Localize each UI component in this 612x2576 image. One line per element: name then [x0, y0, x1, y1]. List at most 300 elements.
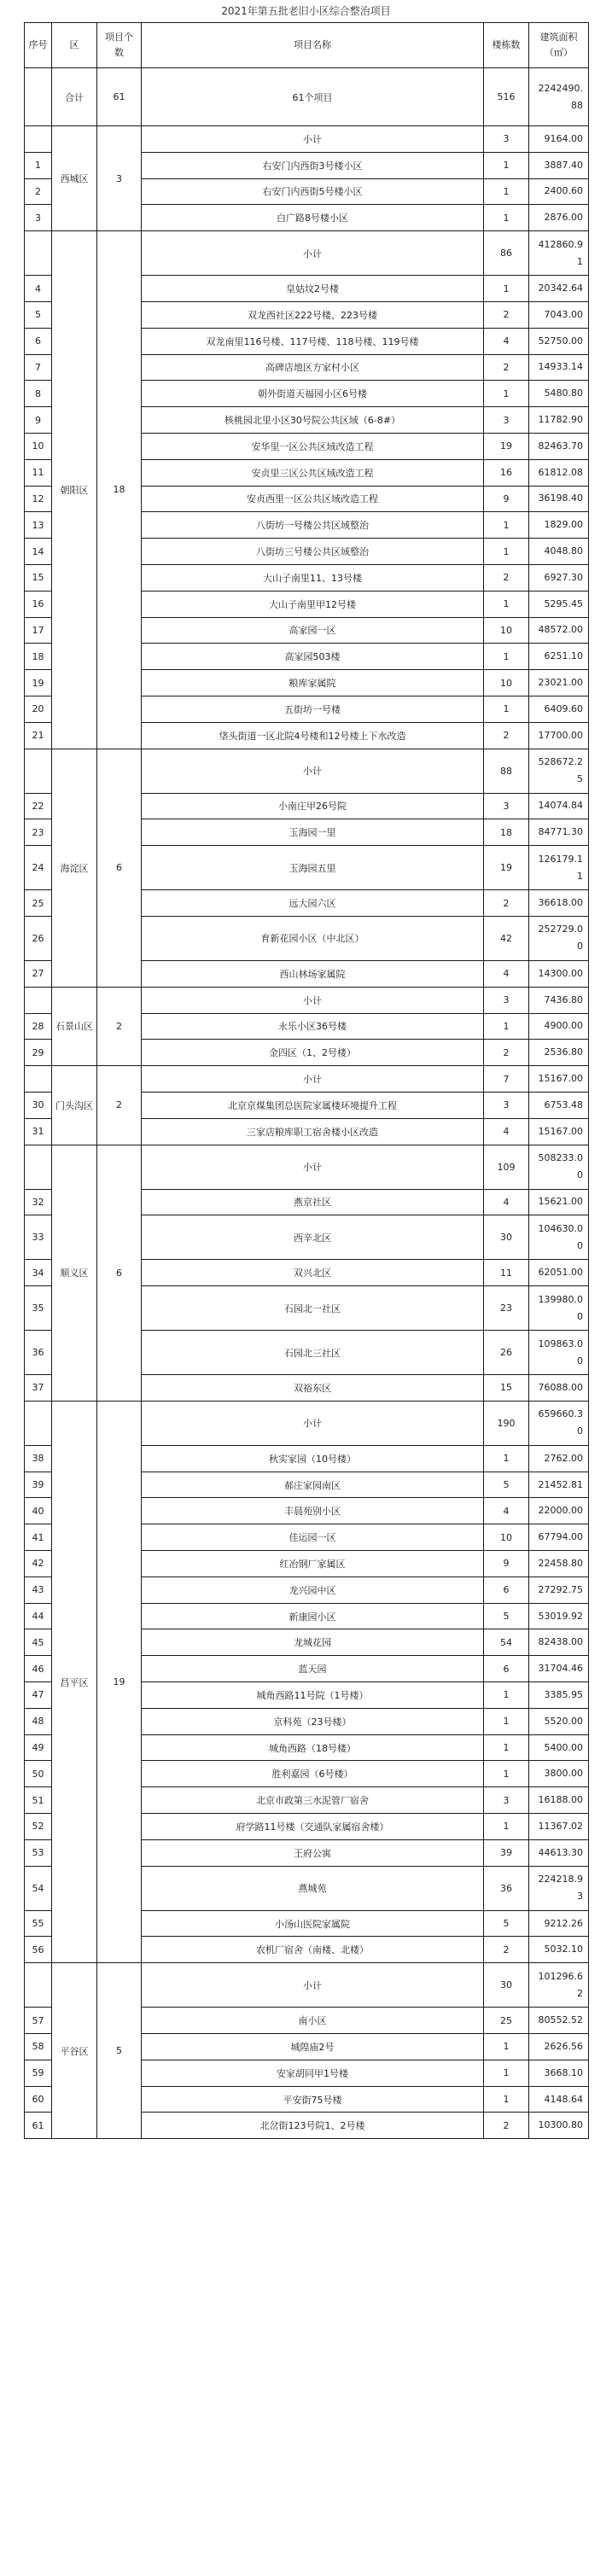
project-name: 城角西路11号院（1号楼）: [142, 1682, 484, 1709]
project-name: 安贞西里一区公共区域改造工程: [142, 486, 484, 512]
subtotal-no-cell: [25, 1145, 52, 1189]
project-name: 垡头街道一区北院4号楼和12号楼上下水改造: [142, 722, 484, 749]
project-no: 31: [25, 1118, 52, 1145]
project-name: 双龙西社区222号楼、223号楼: [142, 301, 484, 328]
district-name: 门头沟区: [52, 1066, 97, 1145]
project-buildings: 1: [484, 591, 529, 617]
project-buildings: 39: [484, 1839, 529, 1866]
project-buildings: 42: [484, 916, 529, 960]
subtotal-no-cell: [25, 126, 52, 153]
subtotal-label: 小计: [142, 126, 484, 153]
project-no: 42: [25, 1551, 52, 1577]
project-buildings: 9: [484, 486, 529, 512]
project-no: 28: [25, 1013, 52, 1040]
project-name: 核桃园北里小区30号院公共区域（6-8#）: [142, 407, 484, 434]
subtotal-buildings: 3: [484, 987, 529, 1013]
project-no: 61: [25, 2113, 52, 2139]
project-name: 城角西路（18号楼）: [142, 1734, 484, 1761]
project-area: 14300.00: [529, 960, 589, 987]
project-buildings: 1: [484, 152, 529, 178]
subtotal-label: 小计: [142, 1963, 484, 2008]
project-no: 49: [25, 1734, 52, 1761]
project-buildings: 3: [484, 1092, 529, 1118]
project-no: 13: [25, 512, 52, 539]
project-name: 府学路11号楼（交通队家属宿舍楼）: [142, 1814, 484, 1840]
project-name: 安华里一区公共区域改造工程: [142, 433, 484, 459]
project-no: 1: [25, 152, 52, 178]
total-buildings: 516: [484, 68, 529, 126]
project-no: 7: [25, 354, 52, 381]
project-buildings: 5: [484, 1910, 529, 1937]
project-area: 36198.40: [529, 486, 589, 512]
project-name: 玉海园五里: [142, 846, 484, 890]
project-buildings: 18: [484, 819, 529, 846]
project-no: 41: [25, 1524, 52, 1551]
project-area: 20342.64: [529, 276, 589, 302]
project-name: 北京市政第三水泥管厂宿舍: [142, 1787, 484, 1814]
project-buildings: 3: [484, 1787, 529, 1814]
subtotal-buildings: 30: [484, 1963, 529, 2008]
subtotal-area: 412860.91: [529, 231, 589, 276]
project-area: 62051.00: [529, 1260, 589, 1286]
project-name: 皇姑坟2号楼: [142, 276, 484, 302]
project-area: 2876.00: [529, 205, 589, 231]
subtotal-label: 小计: [142, 749, 484, 793]
project-buildings: 26: [484, 1331, 529, 1375]
project-buildings: 1: [484, 1682, 529, 1709]
project-name: 南小区: [142, 2008, 484, 2034]
project-area: 27292.75: [529, 1576, 589, 1603]
district-count: 6: [97, 1145, 142, 1401]
subtotal-row: [25, 749, 589, 793]
project-no: 2: [25, 178, 52, 205]
subtotal-label: 小计: [142, 1145, 484, 1189]
project-area: 4148.64: [529, 2086, 589, 2113]
project-buildings: 10: [484, 670, 529, 696]
project-area: 7043.00: [529, 301, 589, 328]
project-no: 50: [25, 1761, 52, 1787]
project-area: 36618.00: [529, 890, 589, 917]
project-buildings: 1: [484, 276, 529, 302]
project-buildings: 4: [484, 1189, 529, 1215]
project-no: 18: [25, 644, 52, 670]
project-area: 4048.80: [529, 539, 589, 565]
project-name: 高家园503楼: [142, 644, 484, 670]
subtotal-buildings: 7: [484, 1066, 529, 1093]
project-area: 1829.00: [529, 512, 589, 539]
project-no: 58: [25, 2034, 52, 2060]
project-area: 23021.00: [529, 670, 589, 696]
project-name: 燕城苑: [142, 1866, 484, 1910]
subtotal-area: 9164.00: [529, 126, 589, 153]
project-name: 胜利嘉园（6号楼）: [142, 1761, 484, 1787]
subtotal-area: 101296.62: [529, 1963, 589, 2008]
project-name: 西山林场家属院: [142, 960, 484, 987]
district-name: 平谷区: [52, 1963, 97, 2139]
subtotal-no-cell: [25, 231, 52, 276]
project-buildings: 1: [484, 512, 529, 539]
project-buildings: 3: [484, 407, 529, 434]
subtotal-buildings: 88: [484, 749, 529, 793]
project-buildings: 3: [484, 793, 529, 819]
project-name: 小汤山医院家属院: [142, 1910, 484, 1937]
project-name: 育新花园小区（中北区）: [142, 916, 484, 960]
project-buildings: 15: [484, 1375, 529, 1402]
project-name: 蓝天园: [142, 1656, 484, 1682]
project-name: 高碑店地区方家村小区: [142, 354, 484, 381]
project-no: 12: [25, 486, 52, 512]
total-no-cell: [25, 68, 52, 126]
total-row: [25, 68, 589, 126]
subtotal-row: [25, 1963, 589, 2008]
project-name: 西辛北区: [142, 1215, 484, 1260]
subtotal-no-cell: [25, 1066, 52, 1093]
project-no: 44: [25, 1603, 52, 1629]
subtotal-buildings: 109: [484, 1145, 529, 1189]
project-name: 粮库家属院: [142, 670, 484, 696]
header-buildings: 楼栋数: [484, 23, 529, 68]
project-name: 佳运园一区: [142, 1524, 484, 1551]
project-buildings: 1: [484, 1708, 529, 1734]
project-name: 龙城花园: [142, 1629, 484, 1656]
district-count: 6: [97, 749, 142, 987]
project-name: 红冶钢厂家属区: [142, 1551, 484, 1577]
project-no: 14: [25, 539, 52, 565]
district-name: 海淀区: [52, 749, 97, 987]
subtotal-buildings: 3: [484, 126, 529, 153]
project-area: 5032.10: [529, 1937, 589, 1963]
subtotal-no-cell: [25, 1401, 52, 1445]
project-no: 48: [25, 1708, 52, 1734]
project-no: 24: [25, 846, 52, 890]
project-area: 5520.00: [529, 1708, 589, 1734]
project-area: 3800.00: [529, 1761, 589, 1787]
project-area: 52750.00: [529, 328, 589, 354]
project-no: 27: [25, 960, 52, 987]
project-area: 6251.10: [529, 644, 589, 670]
project-table: [24, 22, 589, 2139]
project-no: 35: [25, 1286, 52, 1331]
project-buildings: 2: [484, 301, 529, 328]
project-no: 40: [25, 1498, 52, 1524]
project-buildings: 1: [484, 2086, 529, 2113]
project-name: 王府公寓: [142, 1839, 484, 1866]
project-name: 丰晨苑别小区: [142, 1498, 484, 1524]
project-name: 秋实家园（10号楼）: [142, 1445, 484, 1472]
project-area: 14074.84: [529, 793, 589, 819]
project-no: 34: [25, 1260, 52, 1286]
project-no: 23: [25, 819, 52, 846]
header-area: 建筑面积（㎡）: [529, 23, 589, 68]
project-buildings: 4: [484, 1498, 529, 1524]
project-name: 双裕东区: [142, 1375, 484, 1402]
subtotal-buildings: 190: [484, 1401, 529, 1445]
district-count: 19: [97, 1401, 142, 1962]
project-name: 玉海园一里: [142, 819, 484, 846]
page-title: 2021年第五批老旧小区综合整治项目: [221, 5, 391, 17]
project-no: 56: [25, 1937, 52, 1963]
project-buildings: 30: [484, 1215, 529, 1260]
project-buildings: 9: [484, 1551, 529, 1577]
district-count: 18: [97, 231, 142, 749]
project-name: 朝外街道天福园小区6号楼: [142, 381, 484, 407]
project-area: 126179.11: [529, 846, 589, 890]
project-no: 6: [25, 328, 52, 354]
project-area: 5400.00: [529, 1734, 589, 1761]
project-area: 53019.92: [529, 1603, 589, 1629]
project-name: 城隍庙2号: [142, 2034, 484, 2060]
subtotal-label: 小计: [142, 1066, 484, 1093]
project-no: 19: [25, 670, 52, 696]
project-buildings: 2: [484, 1040, 529, 1066]
project-no: 59: [25, 2060, 52, 2086]
subtotal-area: 528672.25: [529, 749, 589, 793]
project-buildings: 19: [484, 433, 529, 459]
project-no: 39: [25, 1472, 52, 1498]
project-area: 252729.00: [529, 916, 589, 960]
subtotal-row: [25, 126, 589, 153]
project-buildings: 6: [484, 1656, 529, 1682]
project-name: 石园北三社区: [142, 1331, 484, 1375]
project-area: 44613.30: [529, 1839, 589, 1866]
district-count: 2: [97, 987, 142, 1065]
district-name: 朝阳区: [52, 231, 97, 749]
project-buildings: 1: [484, 1761, 529, 1787]
project-name: 石园北一社区: [142, 1286, 484, 1331]
project-no: 45: [25, 1629, 52, 1656]
project-name: 高家园一区: [142, 617, 484, 644]
subtotal-row: [25, 1145, 589, 1189]
project-area: 5480.80: [529, 381, 589, 407]
project-area: 82438.00: [529, 1629, 589, 1656]
district-name: 石景山区: [52, 987, 97, 1065]
subtotal-row: [25, 1066, 589, 1093]
project-area: 22000.00: [529, 1498, 589, 1524]
subtotal-no-cell: [25, 987, 52, 1013]
project-name: 农机厂宿舍（南楼、北楼）: [142, 1937, 484, 1963]
project-no: 26: [25, 916, 52, 960]
project-no: 52: [25, 1814, 52, 1840]
project-buildings: 1: [484, 1814, 529, 1840]
project-buildings: 19: [484, 846, 529, 890]
project-name: 远大园六区: [142, 890, 484, 917]
project-name: 双兴北区: [142, 1260, 484, 1286]
district-count: 3: [97, 126, 142, 231]
project-area: 31704.46: [529, 1656, 589, 1682]
project-no: 21: [25, 722, 52, 749]
project-no: 15: [25, 564, 52, 591]
project-name: 八街坊一号楼公共区域整治: [142, 512, 484, 539]
district-count: 5: [97, 1963, 142, 2139]
project-name: 新康园小区: [142, 1603, 484, 1629]
district-name: 昌平区: [52, 1401, 97, 1962]
project-area: 109863.00: [529, 1331, 589, 1375]
project-no: 29: [25, 1040, 52, 1066]
district-count: 2: [97, 1066, 142, 1145]
project-no: 47: [25, 1682, 52, 1709]
project-buildings: 1: [484, 2034, 529, 2060]
subtotal-row: [25, 1401, 589, 1445]
subtotal-area: 15167.00: [529, 1066, 589, 1093]
project-no: 3: [25, 205, 52, 231]
project-no: 37: [25, 1375, 52, 1402]
project-buildings: 1: [484, 1734, 529, 1761]
header-name: 项目名称: [142, 23, 484, 68]
project-buildings: 2: [484, 1937, 529, 1963]
project-area: 4900.00: [529, 1013, 589, 1040]
total-count: 61: [97, 68, 142, 126]
project-buildings: 5: [484, 1472, 529, 1498]
project-no: 4: [25, 276, 52, 302]
project-buildings: 2: [484, 2113, 529, 2139]
project-buildings: 1: [484, 205, 529, 231]
project-name: 小南庄甲26号院: [142, 793, 484, 819]
project-area: 2762.00: [529, 1445, 589, 1472]
header-count: 项目个数: [97, 23, 142, 68]
project-no: 16: [25, 591, 52, 617]
district-name: 西城区: [52, 126, 97, 231]
project-area: 2400.60: [529, 178, 589, 205]
project-buildings: 1: [484, 644, 529, 670]
project-no: 11: [25, 459, 52, 486]
project-area: 6409.60: [529, 696, 589, 722]
subtotal-no-cell: [25, 1963, 52, 2008]
project-no: 36: [25, 1331, 52, 1375]
project-area: 6753.48: [529, 1092, 589, 1118]
project-name: 平安街75号楼: [142, 2086, 484, 2113]
project-area: 2626.56: [529, 2034, 589, 2060]
project-buildings: 36: [484, 1866, 529, 1910]
subtotal-row: [25, 231, 589, 276]
project-name: 龙兴园中区: [142, 1576, 484, 1603]
project-area: 22458.80: [529, 1551, 589, 1577]
project-area: 15621.00: [529, 1189, 589, 1215]
project-buildings: 11: [484, 1260, 529, 1286]
project-name: 安家胡同甲1号楼: [142, 2060, 484, 2086]
project-area: 10300.80: [529, 2113, 589, 2139]
project-area: 14933.14: [529, 354, 589, 381]
project-area: 82463.70: [529, 433, 589, 459]
project-name: 永乐小区36号楼: [142, 1013, 484, 1040]
project-no: 54: [25, 1866, 52, 1910]
project-area: 11367.02: [529, 1814, 589, 1840]
project-area: 21452.81: [529, 1472, 589, 1498]
project-area: 15167.00: [529, 1118, 589, 1145]
project-no: 22: [25, 793, 52, 819]
project-name: 白广路8号楼小区: [142, 205, 484, 231]
project-name: 五街坊一号楼: [142, 696, 484, 722]
project-buildings: 23: [484, 1286, 529, 1331]
subtotal-area: 7436.80: [529, 987, 589, 1013]
subtotal-area: 659660.30: [529, 1401, 589, 1445]
project-name: 安贞里三区公共区域改造工程: [142, 459, 484, 486]
project-area: 67794.00: [529, 1524, 589, 1551]
project-area: 48572.00: [529, 617, 589, 644]
header-district: 区: [52, 23, 97, 68]
project-buildings: 4: [484, 328, 529, 354]
header-no: 序号: [25, 23, 52, 68]
project-area: 11782.90: [529, 407, 589, 434]
project-no: 38: [25, 1445, 52, 1472]
project-buildings: 25: [484, 2008, 529, 2034]
project-name: 右安门内西街5号楼小区: [142, 178, 484, 205]
project-no: 55: [25, 1910, 52, 1937]
project-area: 84771.30: [529, 819, 589, 846]
project-area: 3385.95: [529, 1682, 589, 1709]
project-no: 60: [25, 2086, 52, 2113]
project-no: 33: [25, 1215, 52, 1260]
subtotal-label: 小计: [142, 987, 484, 1013]
project-area: 139980.00: [529, 1286, 589, 1331]
project-buildings: 1: [484, 1013, 529, 1040]
district-name: 顺义区: [52, 1145, 97, 1401]
project-buildings: 54: [484, 1629, 529, 1656]
project-buildings: 1: [484, 1445, 529, 1472]
project-buildings: 10: [484, 1524, 529, 1551]
project-no: 32: [25, 1189, 52, 1215]
total-label: 合计: [52, 68, 97, 126]
project-no: 43: [25, 1576, 52, 1603]
project-area: 2536.80: [529, 1040, 589, 1066]
project-buildings: 10: [484, 617, 529, 644]
project-no: 8: [25, 381, 52, 407]
project-name: 大山子南里甲12号楼: [142, 591, 484, 617]
project-no: 17: [25, 617, 52, 644]
project-area: 80552.52: [529, 2008, 589, 2034]
project-buildings: 4: [484, 1118, 529, 1145]
project-buildings: 4: [484, 960, 529, 987]
project-name: 大山子南里11、13号楼: [142, 564, 484, 591]
project-no: 57: [25, 2008, 52, 2034]
project-name: 郝庄家园南区: [142, 1472, 484, 1498]
project-area: 224218.93: [529, 1866, 589, 1910]
project-no: 9: [25, 407, 52, 434]
project-area: 61812.08: [529, 459, 589, 486]
project-no: 51: [25, 1787, 52, 1814]
subtotal-label: 小计: [142, 1401, 484, 1445]
project-no: 46: [25, 1656, 52, 1682]
project-buildings: 5: [484, 1603, 529, 1629]
project-buildings: 2: [484, 890, 529, 917]
project-buildings: 6: [484, 1576, 529, 1603]
project-buildings: 16: [484, 459, 529, 486]
subtotal-row: [25, 987, 589, 1013]
project-name: 八街坊三号楼公共区域整治: [142, 539, 484, 565]
total-name: 61个项目: [142, 68, 484, 126]
project-buildings: 1: [484, 539, 529, 565]
project-buildings: 1: [484, 2060, 529, 2086]
subtotal-label: 小计: [142, 231, 484, 276]
project-buildings: 2: [484, 722, 529, 749]
project-buildings: 2: [484, 564, 529, 591]
project-no: 53: [25, 1839, 52, 1866]
project-area: 3668.10: [529, 2060, 589, 2086]
project-name: 燕京社区: [142, 1189, 484, 1215]
header-row: [25, 23, 589, 68]
project-area: 76088.00: [529, 1375, 589, 1402]
project-area: 3887.40: [529, 152, 589, 178]
project-no: 20: [25, 696, 52, 722]
project-name: 京科苑（23号楼）: [142, 1708, 484, 1734]
subtotal-buildings: 86: [484, 231, 529, 276]
project-buildings: 1: [484, 178, 529, 205]
project-area: 104630.00: [529, 1215, 589, 1260]
project-name: 双龙南里116号楼、117号楼、118号楼、119号楼: [142, 328, 484, 354]
project-area: 5295.45: [529, 591, 589, 617]
project-no: 25: [25, 890, 52, 917]
project-no: 30: [25, 1092, 52, 1118]
subtotal-no-cell: [25, 749, 52, 793]
